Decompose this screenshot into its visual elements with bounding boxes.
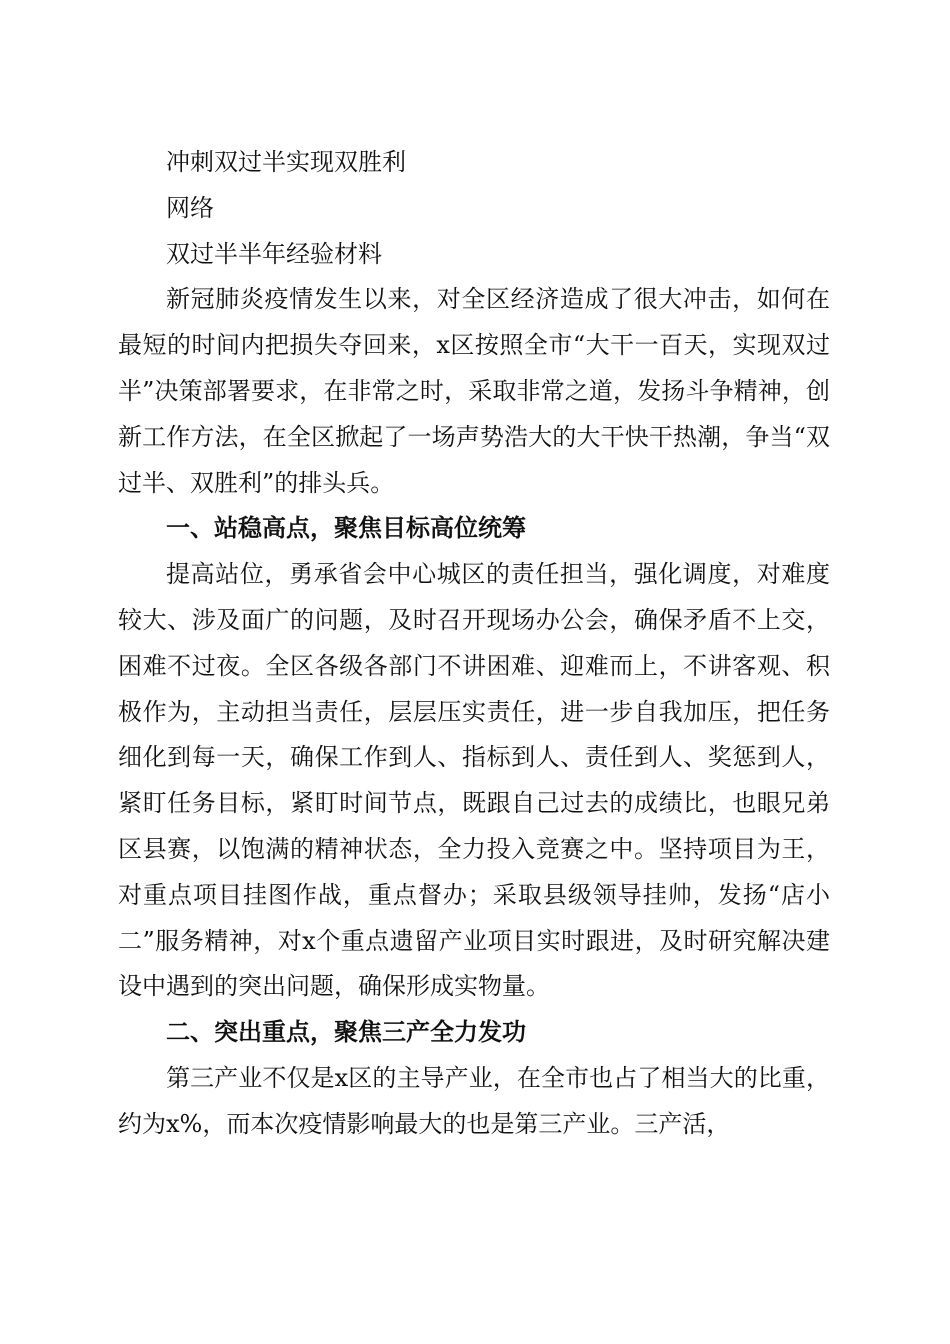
document-title: 冲刺双过半实现双胜利: [166, 148, 406, 176]
intro-paragraph: 新冠肺炎疫情发生以来，对全区经济造成了很大冲击，如何在最短的时间内把损失夺回来，x区按照全市“大干一百天，实现双过半”决策部署要求，在非常之时，采取非常之道，发扬斗争精神，创新工作方法，在全区掀起了一场声势浩大的大干快干热潮，争当“双过半、双胜利”的排头兵。: [118, 285, 830, 497]
section-heading: 二、突出重点，聚焦三产全力发功: [166, 1018, 526, 1047]
document-subtitle: 双过半半年经验材料: [166, 239, 382, 268]
document-source: 网络: [166, 193, 214, 222]
section-heading: 一、站稳高点，聚焦目标高位统筹: [166, 514, 526, 543]
section-paragraph: 提高站位，勇承省会中心城区的责任担当，强化调度，对难度较大、涉及面广的问题，及时召开现场办公会，确保矛盾不上交，困难不过夜。全区各级各部门不讲困难、迎难而上，不讲客观、积极作为，主动担当责任，层层压实责任，进一步自我加压，把任务细化到每一天，确保工作到人、指标到人、责任到人、奖惩到人，紧盯任务目标，紧盯时间节点，既跟自己过去的成绩比，也眼兄弟区县赛，以饱满的精神状态，全力投入竞赛之中。坚持项目为王，对重点项目挂图作战，重点督办；采取县级领导挂帅，发扬“店小二”服务精神，对x个重点遗留产业项目实时跟进，及时研究解决建设中遇到的突出问题，确保形成实物量。: [118, 560, 830, 1001]
document-body: [118, 140, 830, 1148]
section-paragraph: 第三产业不仅是x区的主导产业，在全市也占了相当大的比重，约为x%，而本次疫情影响最大的也是第三产业。三产活，: [118, 1063, 830, 1138]
